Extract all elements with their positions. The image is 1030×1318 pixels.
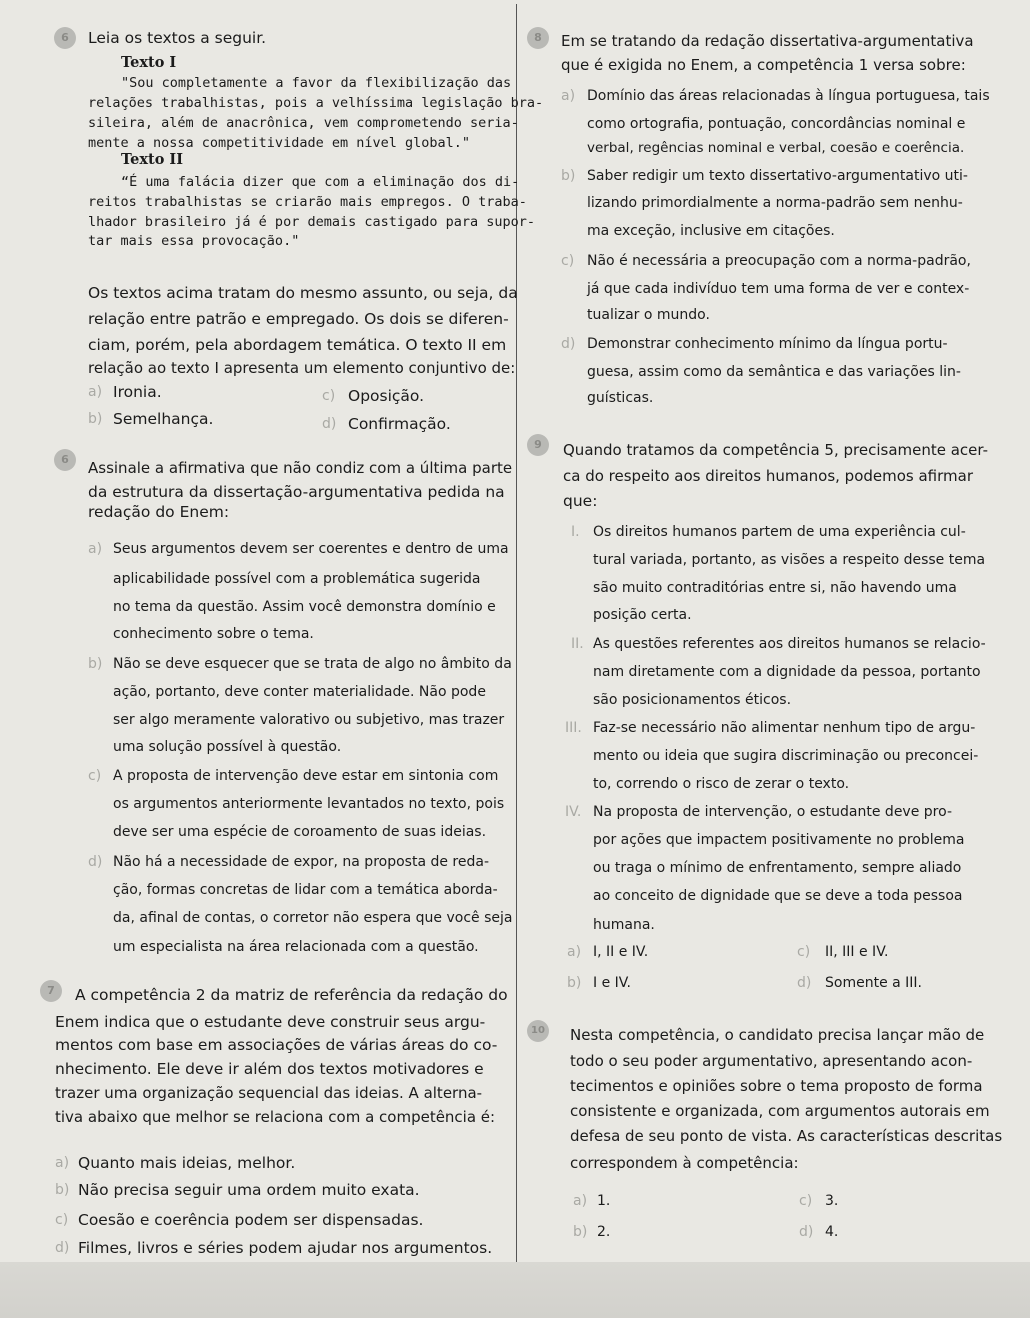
option-line: guísticas.: [587, 390, 654, 406]
option-letter: b): [88, 656, 103, 672]
question-line: da estrutura da dissertação-argumentativa pedida na: [88, 483, 505, 501]
option-letter: d): [797, 975, 812, 991]
option-text: Coesão e coerência podem ser dispensadas.: [78, 1211, 424, 1229]
option-letter: b): [573, 1224, 588, 1240]
option-letter: c): [797, 944, 811, 960]
option-letter: c): [561, 253, 575, 269]
statement-line: posição certa.: [593, 607, 692, 623]
option-line: Não há a necessidade de expor, na proposta de reda-: [113, 854, 489, 870]
question-line: trazer uma organização sequencial das ideias. A alterna-: [55, 1084, 483, 1102]
option-line: ma exceção, inclusive em citações.: [587, 223, 835, 239]
option-letter: a): [567, 944, 582, 960]
body-line: ciam, porém, pela abordagem temática. O texto II em: [88, 336, 507, 354]
option-text: Filmes, livros e séries podem ajudar nos argumentos.: [78, 1239, 493, 1257]
option-line: Não se deve esquecer que se trata de algo no âmbito da: [113, 656, 512, 672]
option-letter: d): [88, 854, 103, 870]
option-line: Demonstrar conhecimento mínimo da língua portu-: [587, 336, 948, 352]
option-letter: c): [88, 768, 102, 784]
question-line: Quando tratamos da competência 5, precisamente acer-: [563, 441, 989, 459]
option-text: Ironia.: [113, 383, 162, 401]
question-line: tiva abaixo que melhor se relaciona com a competência é:: [55, 1108, 496, 1126]
text1-line: "Sou completamente a favor da flexibilização das: [121, 75, 512, 91]
page-bottom-margin: [0, 1262, 1030, 1318]
question-line: Nesta competência, o candidato precisa lançar mão de: [570, 1026, 985, 1044]
option-text: 3.: [825, 1193, 839, 1209]
option-letter: d): [799, 1224, 814, 1240]
option-line: já que cada indivíduo tem uma forma de ver e contex-: [587, 281, 970, 297]
statement-numeral: I.: [571, 524, 580, 540]
question-line: redação do Enem:: [88, 503, 230, 521]
question-number-badge: 8: [527, 27, 549, 49]
option-text: Confirmação.: [348, 415, 451, 433]
option-line: uma solução possível à questão.: [113, 739, 342, 755]
option-line: da, afinal de contas, o corretor não espera que você seja: [113, 910, 513, 926]
option-text: Oposição.: [348, 387, 425, 405]
statement-numeral: III.: [565, 720, 582, 736]
statement-line: por ações que impactem positivamente no problema: [593, 832, 965, 848]
question-line: ca do respeito aos direitos humanos, podemos afirmar: [563, 467, 974, 485]
option-letter: c): [322, 388, 336, 404]
option-line: aplicabilidade possível com a problemática sugerida: [113, 571, 481, 587]
body-line: relação entre patrão e empregado. Os dois se diferen-: [88, 310, 509, 328]
question-number-badge: 6: [54, 27, 76, 49]
option-line: guesa, assim como da semântica e das variações lin-: [587, 364, 961, 380]
question-number-badge: 7: [40, 980, 62, 1002]
option-text: Semelhança.: [113, 410, 214, 428]
option-letter: d): [322, 416, 337, 432]
question-line: todo o seu poder argumentativo, apresentando acon-: [570, 1052, 973, 1070]
statement-line: Os direitos humanos partem de uma experiência cul-: [593, 524, 966, 540]
option-letter: a): [88, 541, 103, 557]
option-line: tualizar o mundo.: [587, 307, 710, 323]
option-line: no tema da questão. Assim você demonstra domínio e: [113, 599, 496, 615]
statement-line: ao conceito de dignidade que se deve a toda pessoa: [593, 888, 963, 904]
body-line: relação ao texto I apresenta um elemento conjuntivo de:: [88, 359, 516, 377]
statement-line: to, correndo o risco de zerar o texto.: [593, 776, 850, 792]
text2-title: Texto II: [121, 151, 183, 168]
option-line: ser algo meramente valorativo ou subjetivo, mas trazer: [113, 712, 505, 728]
question-line: Assinale a afirmativa que não condiz com a última parte: [88, 459, 513, 477]
option-letter: c): [55, 1212, 69, 1228]
statement-line: mento ou ideia que sugira discriminação ou preconcei-: [593, 748, 979, 764]
body-line: Os textos acima tratam do mesmo assunto, ou seja, da: [88, 284, 518, 302]
option-letter: a): [88, 384, 103, 400]
statement-numeral: IV.: [565, 804, 582, 820]
question-line: A competência 2 da matriz de referência da redação do: [75, 986, 508, 1004]
option-letter: b): [567, 975, 582, 991]
option-text: Quanto mais ideias, melhor.: [78, 1154, 296, 1172]
question-line: nhecimento. Ele deve ir além dos textos motivadores e: [55, 1060, 484, 1078]
statement-line: Faz-se necessário não alimentar nenhum tipo de argu-: [593, 720, 976, 736]
option-line: ção, formas concretas de lidar com a temática aborda-: [113, 882, 498, 898]
question-line: defesa de seu ponto de vista. As características descritas: [570, 1127, 1003, 1145]
option-line: os argumentos anteriormente levantados no texto, pois: [113, 796, 505, 812]
question-prompt: Leia os textos a seguir.: [88, 29, 267, 47]
text2-line: lhador brasileiro já é por demais castigado para supor-: [88, 214, 536, 230]
text1-line: sileira, além de anacrônica, vem comprometendo seria-: [88, 115, 519, 131]
question-line: que é exigida no Enem, a competência 1 versa sobre:: [561, 56, 966, 74]
option-text: Não precisa seguir uma ordem muito exata.: [78, 1181, 420, 1199]
option-letter: a): [573, 1193, 588, 1209]
statement-line: Na proposta de intervenção, o estudante deve pro-: [593, 804, 952, 820]
question-line: mentos com base em associações de várias áreas do co-: [55, 1036, 498, 1054]
question-number-badge: 10: [527, 1020, 549, 1042]
option-letter: d): [55, 1240, 70, 1256]
option-letter: d): [561, 336, 576, 352]
question-line: tecimentos e opiniões sobre o tema proposto de forma: [570, 1077, 983, 1095]
option-text: II, III e IV.: [825, 944, 889, 960]
question-line: correspondem à competência:: [570, 1154, 799, 1172]
option-text: Somente a III.: [825, 975, 922, 991]
question-number-badge: 6: [54, 449, 76, 471]
option-line: lizando primordialmente a norma-padrão sem nenhu-: [587, 195, 963, 211]
question-line: Em se tratando da redação dissertativa-argumentativa: [561, 32, 974, 50]
question-line: que:: [563, 492, 598, 510]
option-line: ação, portanto, deve conter materialidade. Não pode: [113, 684, 486, 700]
option-line: deve ser uma espécie de coroamento de suas ideias.: [113, 824, 487, 840]
question-line: consistente e organizada, com argumentos autorais em: [570, 1102, 990, 1120]
statement-line: nam diretamente com a dignidade da pessoa, portanto: [593, 664, 981, 680]
text1-line: relações trabalhistas, pois a velhíssima legislação bra-: [88, 95, 544, 111]
option-line: conhecimento sobre o tema.: [113, 626, 314, 642]
option-text: 1.: [597, 1193, 611, 1209]
statement-line: ou traga o mínimo de enfrentamento, sempre aliado: [593, 860, 962, 876]
option-letter: b): [561, 168, 576, 184]
text2-line: reitos trabalhistas se criarão mais empregos. O traba-: [88, 194, 527, 210]
option-line: verbal, regências nominal e verbal, coesão e coerência.: [587, 140, 965, 156]
statement-line: humana.: [593, 917, 655, 933]
option-line: A proposta de intervenção deve estar em sintonia com: [113, 768, 499, 784]
option-letter: b): [55, 1182, 70, 1198]
option-line: Saber redigir um texto dissertativo-argumentativo uti-: [587, 168, 968, 184]
statement-line: As questões referentes aos direitos humanos se relacio-: [593, 636, 986, 652]
text2-line: tar mais essa provocação.": [88, 233, 300, 249]
option-letter: b): [88, 411, 103, 427]
option-line: um especialista na área relacionada com a questão.: [113, 939, 479, 955]
option-letter: c): [799, 1193, 813, 1209]
statement-line: são muito contraditórias entre si, não havendo uma: [593, 580, 957, 596]
statement-line: são posicionamentos éticos.: [593, 692, 792, 708]
text1-title: Texto I: [121, 54, 177, 71]
option-letter: a): [55, 1155, 70, 1171]
statement-numeral: II.: [571, 636, 584, 652]
option-line: Domínio das áreas relacionadas à língua portuguesa, tais: [587, 88, 990, 104]
text1-line: mente a nossa competitividade em nível global.": [88, 135, 471, 151]
option-line: como ortografia, pontuação, concordâncias nominal e: [587, 116, 966, 132]
option-line: Não é necessária a preocupação com a norma-padrão,: [587, 253, 971, 269]
question-line: Enem indica que o estudante deve construir seus argu-: [55, 1013, 486, 1031]
statement-line: tural variada, portanto, as visões a respeito desse tema: [593, 552, 986, 568]
option-line: Seus argumentos devem ser coerentes e dentro de uma: [113, 541, 509, 557]
option-letter: a): [561, 88, 576, 104]
question-number-badge: 9: [527, 434, 549, 456]
option-text: 4.: [825, 1224, 839, 1240]
option-text: I e IV.: [593, 975, 631, 991]
option-text: 2.: [597, 1224, 611, 1240]
option-text: I, II e IV.: [593, 944, 649, 960]
text2-line: “É uma falácia dizer que com a eliminação dos di-: [121, 174, 520, 190]
